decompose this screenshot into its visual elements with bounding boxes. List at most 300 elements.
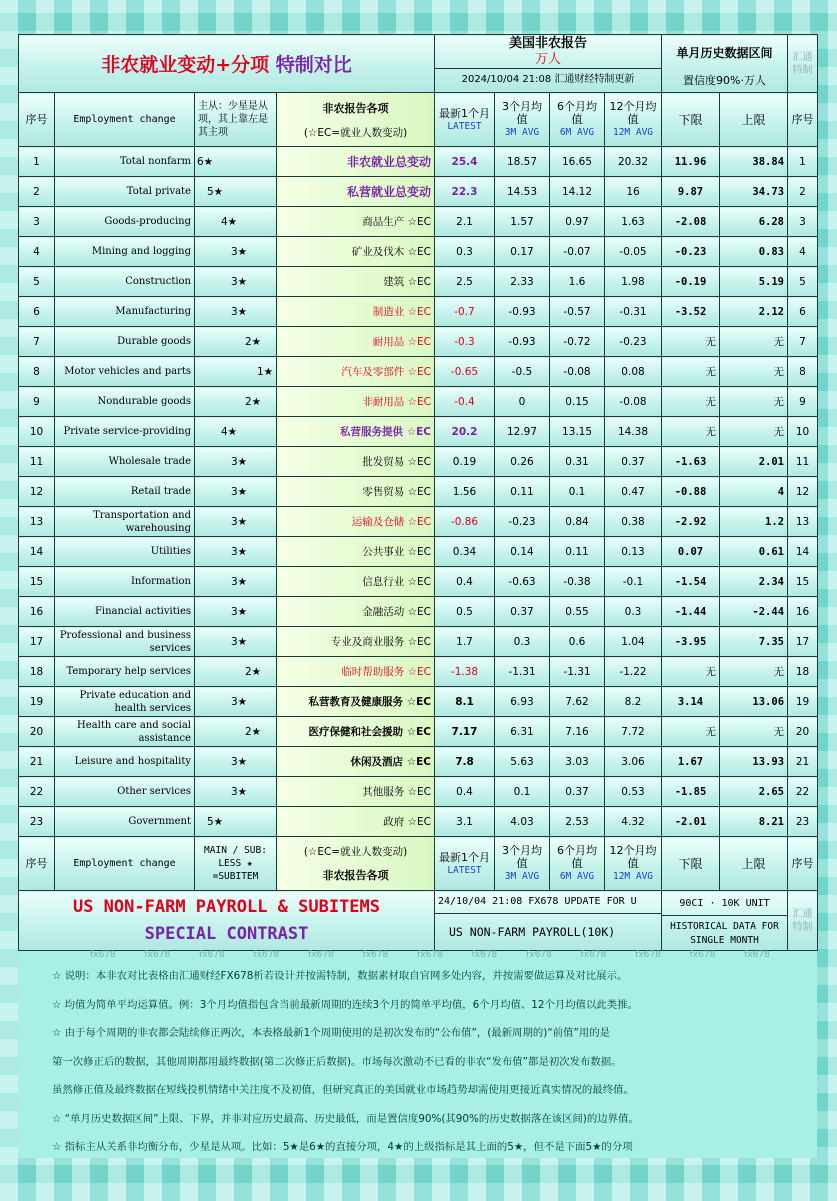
row-number: 17 bbox=[19, 627, 55, 657]
row-6m-avg: 0.6 bbox=[550, 627, 605, 657]
bottom-col-6m-en: 6M AVG bbox=[559, 871, 595, 882]
row-upper-bound: 0.83 bbox=[720, 237, 788, 267]
row-12m-avg: 0.38 bbox=[605, 507, 662, 537]
side-label-bottom: 汇通特制 bbox=[788, 891, 818, 951]
row-stars: 3★ bbox=[195, 537, 277, 567]
row-cn-label: 建筑 ☆EC bbox=[277, 267, 435, 297]
row-stars: 5★ bbox=[195, 807, 277, 837]
row-6m-avg: 7.62 bbox=[550, 687, 605, 717]
row-cn-label: 金融活动 ☆EC bbox=[277, 597, 435, 627]
row-number-right: 23 bbox=[788, 807, 818, 837]
row-3m-avg: -0.5 bbox=[495, 357, 550, 387]
row-number: 3 bbox=[19, 207, 55, 237]
row-12m-avg: 1.63 bbox=[605, 207, 662, 237]
data-rows bbox=[19, 147, 818, 837]
row-12m-avg: 1.04 bbox=[605, 627, 662, 657]
row-3m-avg: 0.37 bbox=[495, 597, 550, 627]
row-en-label: Motor vehicles and parts bbox=[55, 357, 195, 387]
row-12m-avg: -0.08 bbox=[605, 387, 662, 417]
row-6m-avg: 0.84 bbox=[550, 507, 605, 537]
row-3m-avg: 18.57 bbox=[495, 147, 550, 177]
row-stars: 2★ bbox=[195, 387, 277, 417]
row-6m-avg: -0.08 bbox=[550, 357, 605, 387]
row-upper-bound: 4 bbox=[720, 477, 788, 507]
row-12m-avg: 16 bbox=[605, 177, 662, 207]
col-seq-right: 序号 bbox=[788, 93, 818, 147]
row-lower-bound: -2.01 bbox=[662, 807, 720, 837]
row-6m-avg: 0.55 bbox=[550, 597, 605, 627]
row-upper-bound: 2.34 bbox=[720, 567, 788, 597]
row-lower-bound: 1.67 bbox=[662, 747, 720, 777]
row-stars: 3★ bbox=[195, 747, 277, 777]
row-6m-avg: 0.97 bbox=[550, 207, 605, 237]
row-upper-bound: 2.01 bbox=[720, 447, 788, 477]
col-main-sub: 主从：少星是从项，其上靠左是其主项 bbox=[195, 93, 277, 147]
row-upper-bound: 无 bbox=[720, 327, 788, 357]
row-number-right: 9 bbox=[788, 387, 818, 417]
footer-hist-en: HISTORICAL DATA FOR SINGLE MONTH bbox=[670, 921, 779, 946]
row-cn-label: 非农就业总变动 bbox=[277, 147, 435, 177]
row-3m-avg: 6.31 bbox=[495, 717, 550, 747]
row-12m-avg: 4.32 bbox=[605, 807, 662, 837]
row-upper-bound: 无 bbox=[720, 657, 788, 687]
row-stars: 4★ bbox=[195, 207, 277, 237]
row-number: 2 bbox=[19, 177, 55, 207]
bottom-col-12m bbox=[605, 837, 662, 891]
row-lower-bound: 0.07 bbox=[662, 537, 720, 567]
row-number: 9 bbox=[19, 387, 55, 417]
row-latest: 0.4 bbox=[435, 567, 495, 597]
row-lower-bound: -1.44 bbox=[662, 597, 720, 627]
payroll-table bbox=[18, 34, 818, 951]
row-upper-bound: 5.19 bbox=[720, 267, 788, 297]
notes-section bbox=[52, 962, 787, 1162]
row-number: 13 bbox=[19, 507, 55, 537]
table-row bbox=[19, 657, 818, 687]
row-upper-bound: 13.93 bbox=[720, 747, 788, 777]
col-3m-en: 3M AVG bbox=[504, 127, 540, 138]
row-number: 22 bbox=[19, 777, 55, 807]
row-latest: -1.38 bbox=[435, 657, 495, 687]
row-cn-label: 私营服务提供 ☆EC bbox=[277, 417, 435, 447]
table-row bbox=[19, 807, 818, 837]
row-number-right: 3 bbox=[788, 207, 818, 237]
row-en-label: Temporary help services bbox=[55, 657, 195, 687]
bottom-col-emp-change: Employment change bbox=[55, 837, 195, 891]
row-6m-avg: 16.65 bbox=[550, 147, 605, 177]
row-latest: -0.3 bbox=[435, 327, 495, 357]
table-row bbox=[19, 297, 818, 327]
row-lower-bound: -0.88 bbox=[662, 477, 720, 507]
watermark-text: fx678 bbox=[144, 950, 171, 960]
footer-title-en-2: SPECIAL CONTRAST bbox=[144, 923, 309, 944]
bottom-col-seq-right: 序号 bbox=[788, 837, 818, 891]
col-12m-en: 12M AVG bbox=[612, 127, 654, 138]
row-lower-bound: -3.95 bbox=[662, 627, 720, 657]
bottom-col-seq: 序号 bbox=[19, 837, 55, 891]
report-title: 美国非农报告 bbox=[508, 36, 587, 51]
col-seq: 序号 bbox=[19, 93, 55, 147]
row-lower-bound: 无 bbox=[662, 387, 720, 417]
row-6m-avg: 2.53 bbox=[550, 807, 605, 837]
row-upper-bound: 无 bbox=[720, 387, 788, 417]
table-row bbox=[19, 147, 818, 177]
row-latest: 0.5 bbox=[435, 597, 495, 627]
row-cn-label: 医疗保健和社会援助 ☆EC bbox=[277, 717, 435, 747]
row-cn-label: 专业及商业服务 ☆EC bbox=[277, 627, 435, 657]
row-12m-avg: 0.08 bbox=[605, 357, 662, 387]
row-3m-avg: 0.1 bbox=[495, 777, 550, 807]
row-6m-avg: 1.6 bbox=[550, 267, 605, 297]
row-number: 15 bbox=[19, 567, 55, 597]
bottom-col-12m-cn: 12个月均值 bbox=[609, 844, 657, 870]
bottom-col-latest-en: LATEST bbox=[447, 864, 482, 876]
row-3m-avg: 4.03 bbox=[495, 807, 550, 837]
row-upper-bound: 无 bbox=[720, 417, 788, 447]
watermark-text: fx678 bbox=[471, 950, 498, 960]
row-3m-avg: 0.14 bbox=[495, 537, 550, 567]
row-cn-label: 休闲及酒店 ☆EC bbox=[277, 747, 435, 777]
row-cn-label: 其他服务 ☆EC bbox=[277, 777, 435, 807]
table-row bbox=[19, 747, 818, 777]
row-lower-bound: 无 bbox=[662, 417, 720, 447]
row-lower-bound: -1.63 bbox=[662, 447, 720, 477]
row-number: 7 bbox=[19, 327, 55, 357]
row-en-label: Goods-producing bbox=[55, 207, 195, 237]
row-lower-bound: 无 bbox=[662, 327, 720, 357]
col-12m-cn: 12个月均值 bbox=[609, 100, 657, 126]
row-number: 5 bbox=[19, 267, 55, 297]
row-12m-avg: 20.32 bbox=[605, 147, 662, 177]
watermark-text: fx678 bbox=[744, 950, 770, 960]
row-latest: 0.34 bbox=[435, 537, 495, 567]
footer-update-en: 24/10/04 21:08 FX678 UPDATE FOR U bbox=[435, 891, 661, 914]
row-number-right: 22 bbox=[788, 777, 818, 807]
row-stars: 4★ bbox=[195, 417, 277, 447]
bottom-col-3m-cn: 3个月均值 bbox=[502, 844, 542, 870]
row-number: 18 bbox=[19, 657, 55, 687]
col-lower: 下限 bbox=[662, 93, 720, 147]
row-12m-avg: 3.06 bbox=[605, 747, 662, 777]
row-6m-avg: 0.31 bbox=[550, 447, 605, 477]
watermark-text: fx678 bbox=[362, 950, 389, 960]
report-unit: 万人 bbox=[534, 52, 561, 67]
row-number: 6 bbox=[19, 297, 55, 327]
bottom-col-6m-cn: 6个月均值 bbox=[557, 844, 597, 870]
row-en-label: Health care and social assistance bbox=[55, 717, 195, 747]
table-row bbox=[19, 447, 818, 477]
row-stars: 2★ bbox=[195, 327, 277, 357]
note-line: ☆ 由于每个周期的非农都会陆续修正两次，本表格最新1个周期使用的是初次发布的“公布值”，(最新周期的)“前值”用的是 bbox=[52, 1027, 611, 1039]
row-6m-avg: 0.11 bbox=[550, 537, 605, 567]
table-row bbox=[19, 477, 818, 507]
row-cn-label: 商品生产 ☆EC bbox=[277, 207, 435, 237]
col-3m bbox=[495, 93, 550, 147]
row-12m-avg: 0.13 bbox=[605, 537, 662, 567]
row-upper-bound: -2.44 bbox=[720, 597, 788, 627]
page-title bbox=[19, 35, 435, 93]
row-latest: 8.1 bbox=[435, 687, 495, 717]
row-upper-bound: 2.65 bbox=[720, 777, 788, 807]
row-number: 16 bbox=[19, 597, 55, 627]
row-latest: 3.1 bbox=[435, 807, 495, 837]
row-en-label: Mining and logging bbox=[55, 237, 195, 267]
row-12m-avg: 0.37 bbox=[605, 447, 662, 477]
bottom-col-main-sub: MAIN / SUB: LESS ★ =SUBITEM bbox=[195, 837, 277, 891]
bottom-col-lower: 下限 bbox=[662, 837, 720, 891]
page-title-main: 非农就业变动+分项 bbox=[101, 54, 276, 76]
table-row bbox=[19, 237, 818, 267]
row-upper-bound: 8.21 bbox=[720, 807, 788, 837]
row-stars: 3★ bbox=[195, 477, 277, 507]
side-label-top: 汇通特制 bbox=[788, 35, 818, 93]
row-number-right: 21 bbox=[788, 747, 818, 777]
watermark-text: fx678 bbox=[199, 950, 225, 960]
row-en-label: Construction bbox=[55, 267, 195, 297]
col-report-items-note: (☆EC=就业人数变动) bbox=[303, 126, 408, 139]
row-number: 8 bbox=[19, 357, 55, 387]
watermark-text: fx678 bbox=[689, 950, 716, 960]
row-3m-avg: -0.23 bbox=[495, 507, 550, 537]
row-stars: 1★ bbox=[195, 357, 277, 387]
row-cn-label: 矿业及伐木 ☆EC bbox=[277, 237, 435, 267]
row-stars: 3★ bbox=[195, 507, 277, 537]
watermark-text: fx678 bbox=[635, 950, 661, 960]
row-12m-avg: 0.53 bbox=[605, 777, 662, 807]
watermark-text: fx678 bbox=[417, 950, 443, 960]
row-lower-bound: -1.85 bbox=[662, 777, 720, 807]
row-3m-avg: 2.33 bbox=[495, 267, 550, 297]
row-latest: -0.65 bbox=[435, 357, 495, 387]
row-lower-bound: -0.19 bbox=[662, 267, 720, 297]
row-cn-label: 制造业 ☆EC bbox=[277, 297, 435, 327]
row-stars: 3★ bbox=[195, 597, 277, 627]
report-title-block bbox=[435, 35, 662, 93]
row-3m-avg: -0.63 bbox=[495, 567, 550, 597]
row-6m-avg: -0.72 bbox=[550, 327, 605, 357]
table-row bbox=[19, 417, 818, 447]
row-number-right: 20 bbox=[788, 717, 818, 747]
row-stars: 3★ bbox=[195, 267, 277, 297]
col-latest bbox=[435, 93, 495, 147]
row-lower-bound: 9.87 bbox=[662, 177, 720, 207]
table-row bbox=[19, 627, 818, 657]
footer-title-en-1: US NON-FARM PAYROLL & SUBITEMS bbox=[72, 896, 381, 917]
row-6m-avg: 0.15 bbox=[550, 387, 605, 417]
watermark-text: fx678 bbox=[580, 950, 607, 960]
bottom-col-6m bbox=[550, 837, 605, 891]
row-number: 12 bbox=[19, 477, 55, 507]
row-cn-label: 零售贸易 ☆EC bbox=[277, 477, 435, 507]
row-lower-bound: 3.14 bbox=[662, 687, 720, 717]
row-upper-bound: 无 bbox=[720, 717, 788, 747]
row-number: 14 bbox=[19, 537, 55, 567]
bottom-col-3m bbox=[495, 837, 550, 891]
col-6m-cn: 6个月均值 bbox=[557, 100, 597, 126]
row-en-label: Utilities bbox=[55, 537, 195, 567]
row-6m-avg: 3.03 bbox=[550, 747, 605, 777]
table-row bbox=[19, 507, 818, 537]
row-12m-avg: -1.22 bbox=[605, 657, 662, 687]
row-upper-bound: 13.06 bbox=[720, 687, 788, 717]
row-number-right: 10 bbox=[788, 417, 818, 447]
row-3m-avg: 6.93 bbox=[495, 687, 550, 717]
row-stars: 3★ bbox=[195, 237, 277, 267]
row-lower-bound: -0.23 bbox=[662, 237, 720, 267]
row-cn-label: 临时帮助服务 ☆EC bbox=[277, 657, 435, 687]
row-number-right: 12 bbox=[788, 477, 818, 507]
table-row bbox=[19, 597, 818, 627]
row-12m-avg: -0.31 bbox=[605, 297, 662, 327]
row-number: 19 bbox=[19, 687, 55, 717]
row-stars: 6★ bbox=[195, 147, 277, 177]
row-number-right: 11 bbox=[788, 447, 818, 477]
bottom-col-latest bbox=[435, 837, 495, 891]
row-number-right: 8 bbox=[788, 357, 818, 387]
row-cn-label: 私营教育及健康服务 ☆EC bbox=[277, 687, 435, 717]
row-lower-bound: -3.52 bbox=[662, 297, 720, 327]
row-number-right: 18 bbox=[788, 657, 818, 687]
col-report-items bbox=[277, 93, 435, 147]
col-12m bbox=[605, 93, 662, 147]
row-stars: 3★ bbox=[195, 297, 277, 327]
bottom-col-report-items-title: 非农报告各项 bbox=[322, 868, 389, 882]
row-number-right: 15 bbox=[788, 567, 818, 597]
table-row bbox=[19, 567, 818, 597]
watermark-text: fx678 bbox=[526, 950, 552, 960]
row-12m-avg: 1.98 bbox=[605, 267, 662, 297]
bottom-col-12m-en: 12M AVG bbox=[612, 871, 654, 882]
table-row bbox=[19, 207, 818, 237]
row-en-label: Other services bbox=[55, 777, 195, 807]
row-stars: 3★ bbox=[195, 687, 277, 717]
row-en-label: Professional and business services bbox=[55, 627, 195, 657]
row-6m-avg: -0.07 bbox=[550, 237, 605, 267]
row-latest: 0.19 bbox=[435, 447, 495, 477]
row-number-right: 5 bbox=[788, 267, 818, 297]
col-6m-en: 6M AVG bbox=[559, 127, 595, 138]
table-row bbox=[19, 387, 818, 417]
watermark-text: fx678 bbox=[253, 950, 280, 960]
row-number: 4 bbox=[19, 237, 55, 267]
row-stars: 3★ bbox=[195, 627, 277, 657]
row-3m-avg: -0.93 bbox=[495, 327, 550, 357]
footer-hist-block bbox=[662, 891, 788, 951]
row-upper-bound: 7.35 bbox=[720, 627, 788, 657]
row-12m-avg: -0.1 bbox=[605, 567, 662, 597]
row-en-label: Financial activities bbox=[55, 597, 195, 627]
row-12m-avg: -0.05 bbox=[605, 237, 662, 267]
bottom-col-upper: 上限 bbox=[720, 837, 788, 891]
row-cn-label: 公共事业 ☆EC bbox=[277, 537, 435, 567]
row-en-label: Information bbox=[55, 567, 195, 597]
row-number-right: 7 bbox=[788, 327, 818, 357]
row-12m-avg: 0.3 bbox=[605, 597, 662, 627]
row-en-label: Transportation and warehousing bbox=[55, 507, 195, 537]
row-en-label: Wholesale trade bbox=[55, 447, 195, 477]
row-6m-avg: -0.57 bbox=[550, 297, 605, 327]
row-number: 10 bbox=[19, 417, 55, 447]
row-en-label: Durable goods bbox=[55, 327, 195, 357]
table-row bbox=[19, 177, 818, 207]
row-number: 1 bbox=[19, 147, 55, 177]
row-stars: 3★ bbox=[195, 777, 277, 807]
note-line: ☆ 说明：本非农对比表格由汇通财经FX678析若设计并按需特制，数据素材取自官网多处内容，并按需要做运算及对比展示。 bbox=[52, 970, 628, 982]
hist-sub: 置信度90%·万人 bbox=[683, 73, 766, 87]
row-upper-bound: 38.84 bbox=[720, 147, 788, 177]
row-latest: -0.86 bbox=[435, 507, 495, 537]
row-en-label: Private service-providing bbox=[55, 417, 195, 447]
row-latest: 20.2 bbox=[435, 417, 495, 447]
watermark-text: fx678 bbox=[90, 950, 116, 960]
table-row bbox=[19, 687, 818, 717]
row-stars: 3★ bbox=[195, 447, 277, 477]
row-en-label: Total private bbox=[55, 177, 195, 207]
footer-report-block bbox=[435, 891, 662, 951]
row-cn-label: 批发贸易 ☆EC bbox=[277, 447, 435, 477]
row-upper-bound: 2.12 bbox=[720, 297, 788, 327]
row-lower-bound: 无 bbox=[662, 357, 720, 387]
row-number: 21 bbox=[19, 747, 55, 777]
row-number-right: 14 bbox=[788, 537, 818, 567]
row-latest: -0.7 bbox=[435, 297, 495, 327]
footer-unit-en: 90CI · 10K UNIT bbox=[662, 893, 787, 916]
row-number-right: 2 bbox=[788, 177, 818, 207]
row-upper-bound: 6.28 bbox=[720, 207, 788, 237]
bottom-col-3m-en: 3M AVG bbox=[504, 871, 540, 882]
row-cn-label: 非耐用品 ☆EC bbox=[277, 387, 435, 417]
row-3m-avg: 14.53 bbox=[495, 177, 550, 207]
row-stars: 2★ bbox=[195, 657, 277, 687]
row-cn-label: 私营就业总变动 bbox=[277, 177, 435, 207]
row-3m-avg: 1.57 bbox=[495, 207, 550, 237]
row-en-label: Private education and health services bbox=[55, 687, 195, 717]
row-number-right: 19 bbox=[788, 687, 818, 717]
row-latest: 2.5 bbox=[435, 267, 495, 297]
row-3m-avg: 5.63 bbox=[495, 747, 550, 777]
row-stars: 3★ bbox=[195, 567, 277, 597]
row-latest: 0.4 bbox=[435, 777, 495, 807]
row-lower-bound: 无 bbox=[662, 657, 720, 687]
row-stars: 5★ bbox=[195, 177, 277, 207]
row-latest: 7.8 bbox=[435, 747, 495, 777]
row-number-right: 16 bbox=[788, 597, 818, 627]
row-en-label: Leisure and hospitality bbox=[55, 747, 195, 777]
note-line: 第一次修正后的数据，其他周期都用最终数据(第二次修正后数据)。市场每次激动不已看的非农“发布值”都是初次发布数据。 bbox=[52, 1055, 622, 1068]
row-number-right: 6 bbox=[788, 297, 818, 327]
row-latest: 22.3 bbox=[435, 177, 495, 207]
table-row bbox=[19, 717, 818, 747]
row-6m-avg: -0.38 bbox=[550, 567, 605, 597]
row-3m-avg: -0.93 bbox=[495, 297, 550, 327]
bottom-col-report-items bbox=[277, 837, 435, 891]
row-lower-bound: 无 bbox=[662, 717, 720, 747]
footer-report-en: US NON-FARM PAYROLL(10K) bbox=[449, 925, 616, 939]
row-stars: 2★ bbox=[195, 717, 277, 747]
row-6m-avg: 0.1 bbox=[550, 477, 605, 507]
col-latest-cn: 最新1个月 bbox=[439, 106, 490, 120]
page-title-accent: 特制对比 bbox=[275, 54, 352, 76]
row-upper-bound: 1.2 bbox=[720, 507, 788, 537]
row-12m-avg: 14.38 bbox=[605, 417, 662, 447]
bottom-col-report-items-note: (☆EC=就业人数变动) bbox=[303, 845, 408, 858]
row-latest: 7.17 bbox=[435, 717, 495, 747]
row-6m-avg: 13.15 bbox=[550, 417, 605, 447]
row-en-label: Total nonfarm bbox=[55, 147, 195, 177]
table-row bbox=[19, 327, 818, 357]
row-6m-avg: 0.37 bbox=[550, 777, 605, 807]
row-3m-avg: 0 bbox=[495, 387, 550, 417]
